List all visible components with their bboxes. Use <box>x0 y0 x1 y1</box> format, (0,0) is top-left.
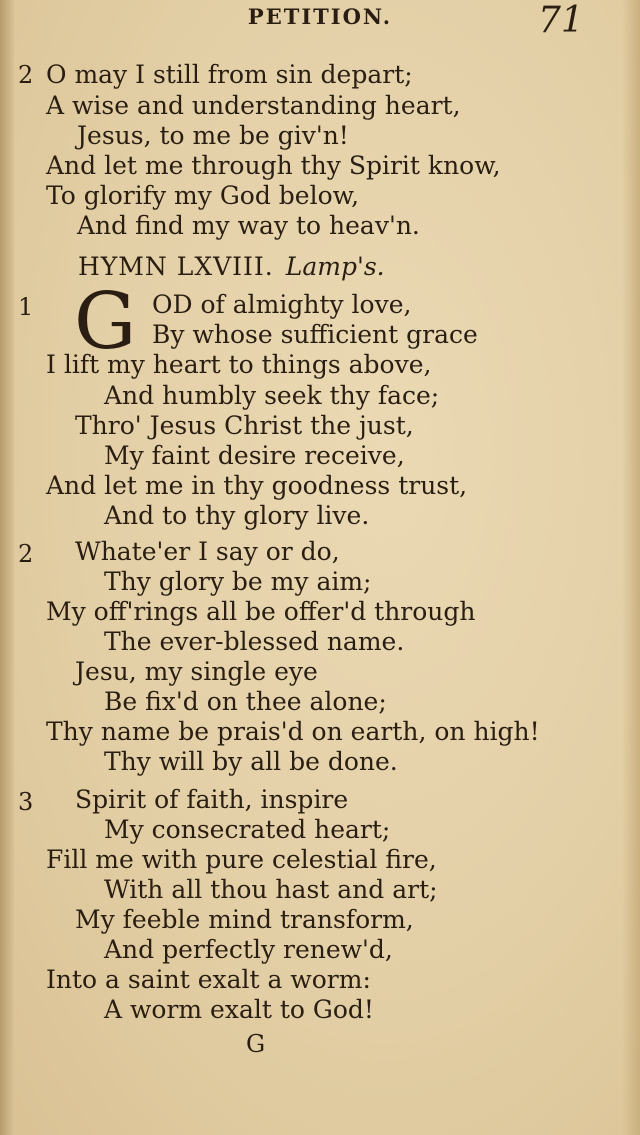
page-number: 71 <box>538 0 584 41</box>
drop-cap: G <box>74 277 137 367</box>
stanza-number: 1 <box>18 293 34 321</box>
verse-line: Into a saint exalt a worm: <box>46 965 371 994</box>
verse-line: And perfectly renew'd, <box>104 935 393 964</box>
verse-line: My faint desire receive, <box>104 441 405 470</box>
verse-line: And let me through thy Spirit know, <box>46 151 501 180</box>
verse-line: Thy will by all be done. <box>104 747 398 776</box>
verse-line: Thy name be prais'd on earth, on high! <box>46 717 540 746</box>
verse-line: Jesu, my single eye <box>75 657 318 686</box>
verse-line: The ever-blessed name. <box>104 627 405 656</box>
verse-line: My off'rings all be offer'd through <box>46 597 476 626</box>
verse-line: My consecrated heart; <box>104 815 391 844</box>
stanza-number: 3 <box>18 788 34 816</box>
verse-line: A wise and understanding heart, <box>46 91 461 120</box>
verse-line: And humbly seek thy face; <box>104 381 440 410</box>
verse-line: To glorify my God below, <box>46 181 360 210</box>
verse-line: With all thou hast and art; <box>104 875 438 904</box>
verse-line: Jesus, to me be giv'n! <box>77 121 349 150</box>
verse-line: Thro' Jesus Christ the just, <box>75 411 414 440</box>
page-gutter <box>0 0 14 1135</box>
catchword: G <box>246 1030 266 1058</box>
verse-line: And let me in thy goodness trust, <box>46 471 468 500</box>
verse-line: O may I still from sin depart; <box>46 60 413 89</box>
verse-line: And to thy glory live. <box>104 501 370 530</box>
verse-line: And find my way to heav'n. <box>77 211 420 240</box>
verse-line: A worm exalt to God! <box>104 995 374 1024</box>
hymn-attribution: Lamp's. <box>285 252 385 281</box>
hymn-title: HYMN LXVIII. <box>78 252 274 281</box>
verse-line: Spirit of faith, inspire <box>75 785 349 814</box>
verse-line: By whose sufficient grace <box>152 320 478 349</box>
stanza-number: 2 <box>18 61 34 89</box>
verse-line: My feeble mind transform, <box>75 905 414 934</box>
verse-line: Be fix'd on thee alone; <box>104 687 387 716</box>
stanza-number: 2 <box>18 540 34 568</box>
verse-line: Fill me with pure celestial fire, <box>46 845 437 874</box>
verse-line: I lift my heart to things above, <box>46 350 432 379</box>
verse-line: Thy glory be my aim; <box>104 567 372 596</box>
page-edge <box>622 0 640 1135</box>
running-head: PETITION. <box>247 4 393 29</box>
verse-line: Whate'er I say or do, <box>75 537 340 566</box>
verse-line: OD of almighty love, <box>152 290 412 319</box>
